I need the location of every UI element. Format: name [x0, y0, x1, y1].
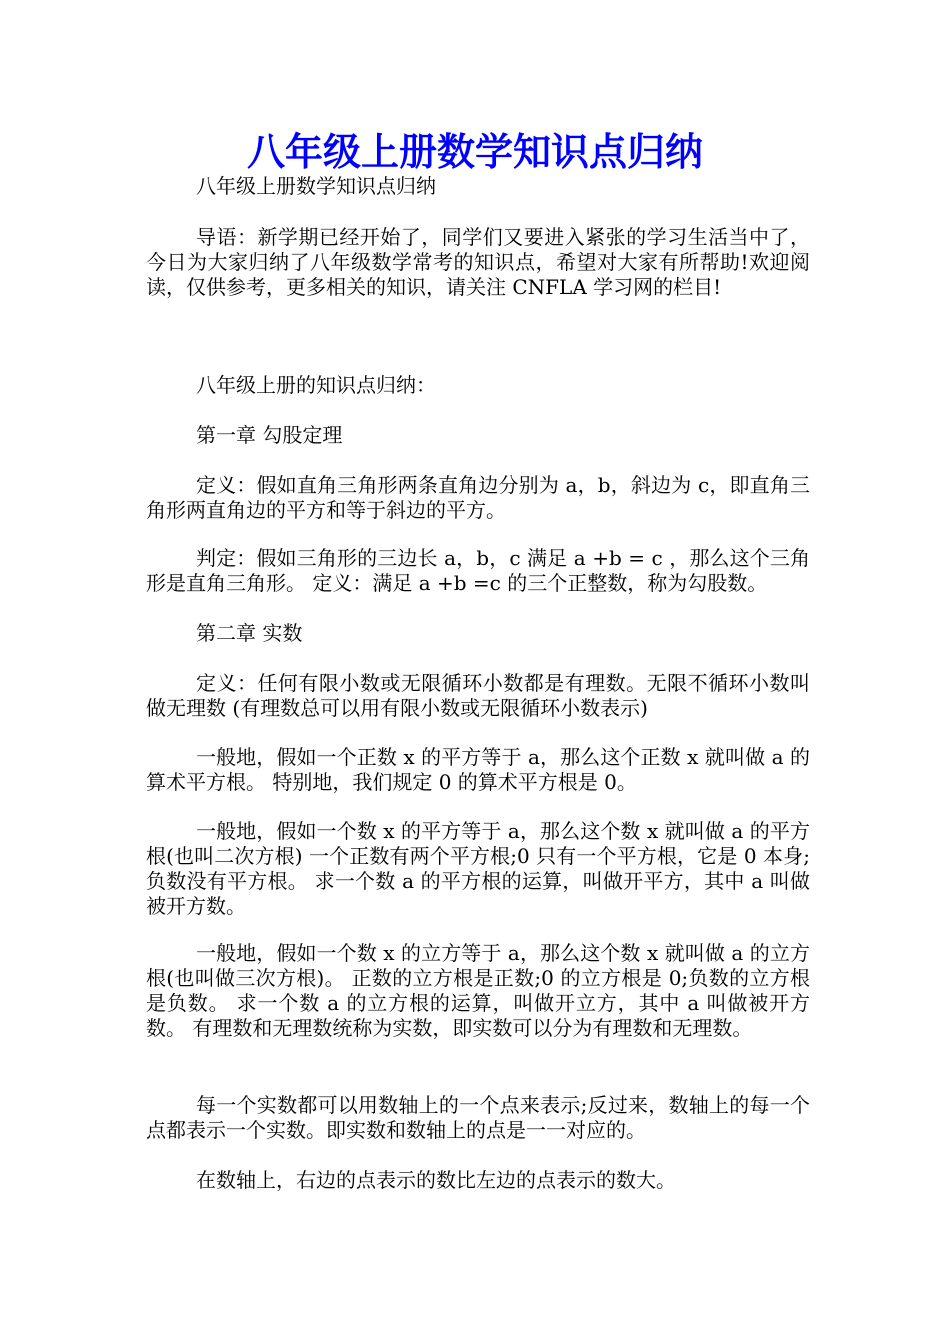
document-subtitle: 八年级上册数学知识点归纳 [196, 174, 436, 198]
paragraph-square-root: 一般地，假如一个数 x 的平方等于 a，那么这个数 x 就叫做 a 的平方根(也叫二次方根) 一个正数有两个平方根;0 只有一个平方根，它是 0 本身;负数没有平方根。 求一个数 a 的平方根的运算，叫做开平方，其中 a 叫做被开方数。 [146, 819, 810, 918]
paragraph-arithmetic-square-root: 一般地，假如一个正数 x 的平方等于 a，那么这个正数 x 就叫做 a 的算术平方根。 特别地，我们规定 0 的算术平方根是 0。 [146, 745, 810, 794]
paragraph-pythagoras-criterion: 判定：假如三角形的三边长 a，b，c 满足 a +b = c ，那么这个三角形是直角三角形。 定义：满足 a +b =c 的三个正整数，称为勾股数。 [146, 546, 810, 595]
paragraph-number-line-order: 在数轴上，右边的点表示的数比左边的点表示的数大。 [196, 1168, 676, 1192]
paragraph-pythagoras-definition: 定义：假如直角三角形两条直角边分别为 a，b，斜边为 c，即直角三角形两直角边的平方和等于斜边的平方。 [146, 473, 810, 522]
paragraph-summary-heading: 八年级上册的知识点归纳： [196, 373, 436, 397]
paragraph-number-line: 每一个实数都可以用数轴上的一个点来表示;反过来，数轴上的每一个点都表示一个实数。即实数和数轴上的点是一一对应的。 [146, 1093, 810, 1142]
paragraph-rational-irrational: 定义：任何有限小数或无限循环小数都是有理数。无限不循环小数叫做无理数 (有理数总可以用有限小数或无限循环小数表示) [146, 671, 810, 720]
document-title: 八年级上册数学知识点归纳 [246, 129, 703, 174]
paragraph-cube-root: 一般地，假如一个数 x 的立方等于 a，那么这个数 x 就叫做 a 的立方根(也叫做三次方根)。 正数的立方根是正数;0 的立方根是 0;负数的立方根是负数。 求一个数 a 的立方根的运算，叫做开立方，其中 a 叫做被开方数。 有理数和无理数统称为实数，即实数可以分为有理数和无理数。 [146, 941, 810, 1040]
chapter-2-heading: 第二章 实数 [196, 621, 303, 645]
chapter-1-heading: 第一章 勾股定理 [196, 423, 343, 447]
paragraph-intro: 导语：新学期已经开始了，同学们又要进入紧张的学习生活当中了，今日为大家归纳了八年级数学常考的知识点，希望对大家有所帮助!欢迎阅读，仅供参考，更多相关的知识，请关注 CNFLA 学习网的栏目! [146, 225, 810, 299]
